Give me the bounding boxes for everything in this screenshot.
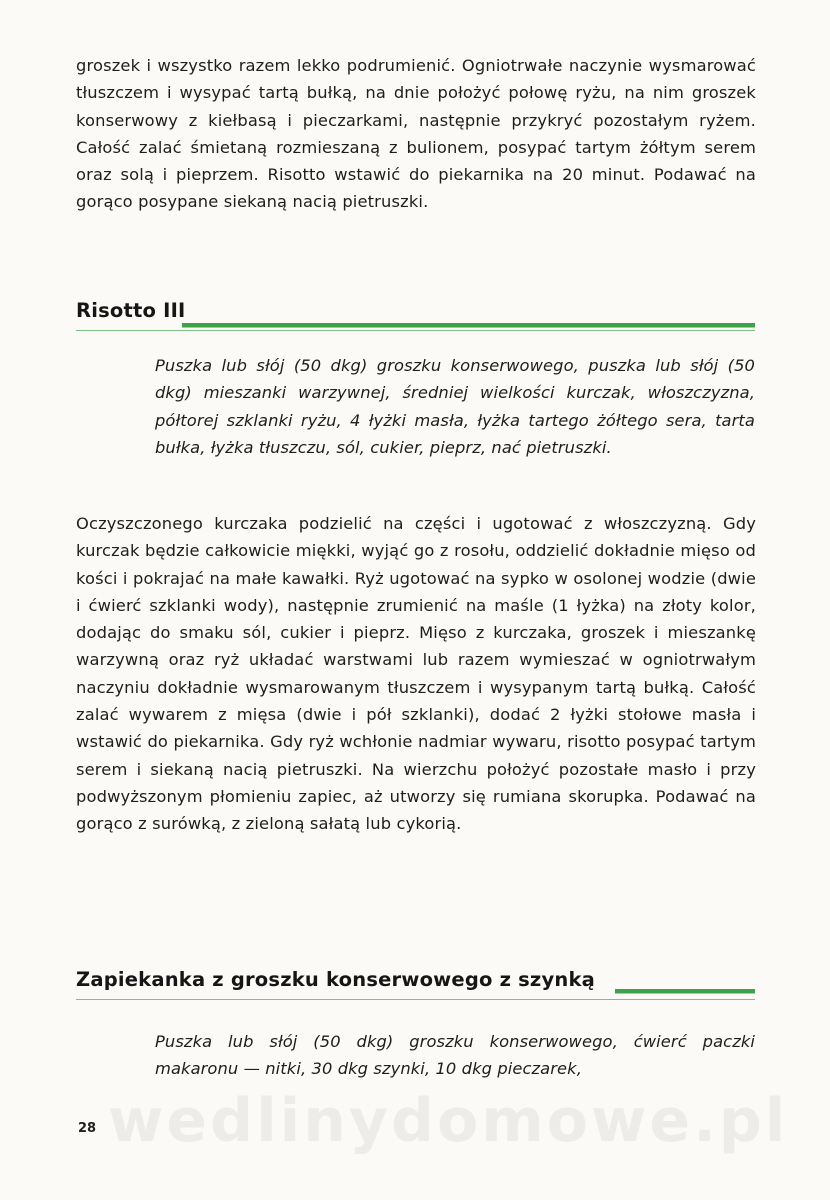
preparation-instructions: Oczyszczonego kurczaka podzielić na części i ugotować z włoszczyzną. Gdy kurczak będzie całkowicie miękki, wyjąć go z rosołu, oddzielić dokładnie mięso od kości i pokrajać na małe kawałki. Ryż ugotować na sypko w osolonej wodzie (dwie i ćwierć szklanki wody), następnie zrumienić na maśle (1 łyżka) na złoty kolor, dodając do smaku sól, cukier i pieprz. Mięso z kurczaka, groszek i mieszankę warzywną oraz ryż układać warstwami lub razem wymieszać w ogniotrwałym naczyniu dokładnie wysmarowanym tłuszczem i wysypanym tartą bułką. Całość zalać wywarem z mięsa (dwie i pół szklanki), dodać 2 łyżki stołowe masła i wstawić do piekarnika. Gdy ryż wchłonie nadmiar wywaru, risotto posypać tartym serem i siekaną nacią pietruszki. Na wierzchu położyć pozostałe masło i przy podwyższonym płomieniu zapiec, aż utworzy się rumiana skorupka. Podawać na gorąco z surówką, z zieloną sałatą lub cykorią. xyxy=(76,514,756,834)
heading-rule xyxy=(182,323,755,328)
heading-rule xyxy=(615,989,755,994)
ingredients-list: Puszka lub słój (50 dkg) groszku konserwowego, ćwierć paczki makaronu — nitki, 30 dkg szynki, 10 dkg pieczarek, xyxy=(155,1032,755,1079)
ingredients-list: Puszka lub słój (50 dkg) groszku konserwowego, puszka lub słój (50 dkg) mieszanki warzywnej, średniej wielkości kurczak, włoszczyzna, półtorej szklanki ryżu, 4 łyżki masła, łyżka tartego żółtego sera, tarta bułka, łyżka tłuszczu, sól, cukier, pieprz, nać pietruszki. xyxy=(155,356,755,457)
section-divider xyxy=(76,999,755,1000)
watermark: wedlinydomowe.pl xyxy=(108,1086,789,1156)
continued-recipe-paragraph: groszek i wszystko razem lekko podrumienić. Ogniotrwałe naczynie wysmarować tłuszczem i wysypać tartą bułką, na dnie położyć połowę ryżu, na nim groszek konserwowy z kiełbasą i pieczarkami, następnie przykryć pozostałym ryżem. Całość zalać śmietaną rozmieszaną z bulionem, posypać tartym żółtym serem oraz solą i pieprzem. Risotto wstawić do piekarnika na 20 minut. Podawać na gorąco posypane siekaną nacią pietruszki. xyxy=(76,56,756,212)
section-divider xyxy=(76,330,755,331)
recipe-title-risotto-iii: Risotto III xyxy=(76,299,186,322)
page-number: 28 xyxy=(78,1121,97,1136)
recipe-title-zapiekanka: Zapiekanka z groszku konserwowego z szynką xyxy=(76,968,595,991)
